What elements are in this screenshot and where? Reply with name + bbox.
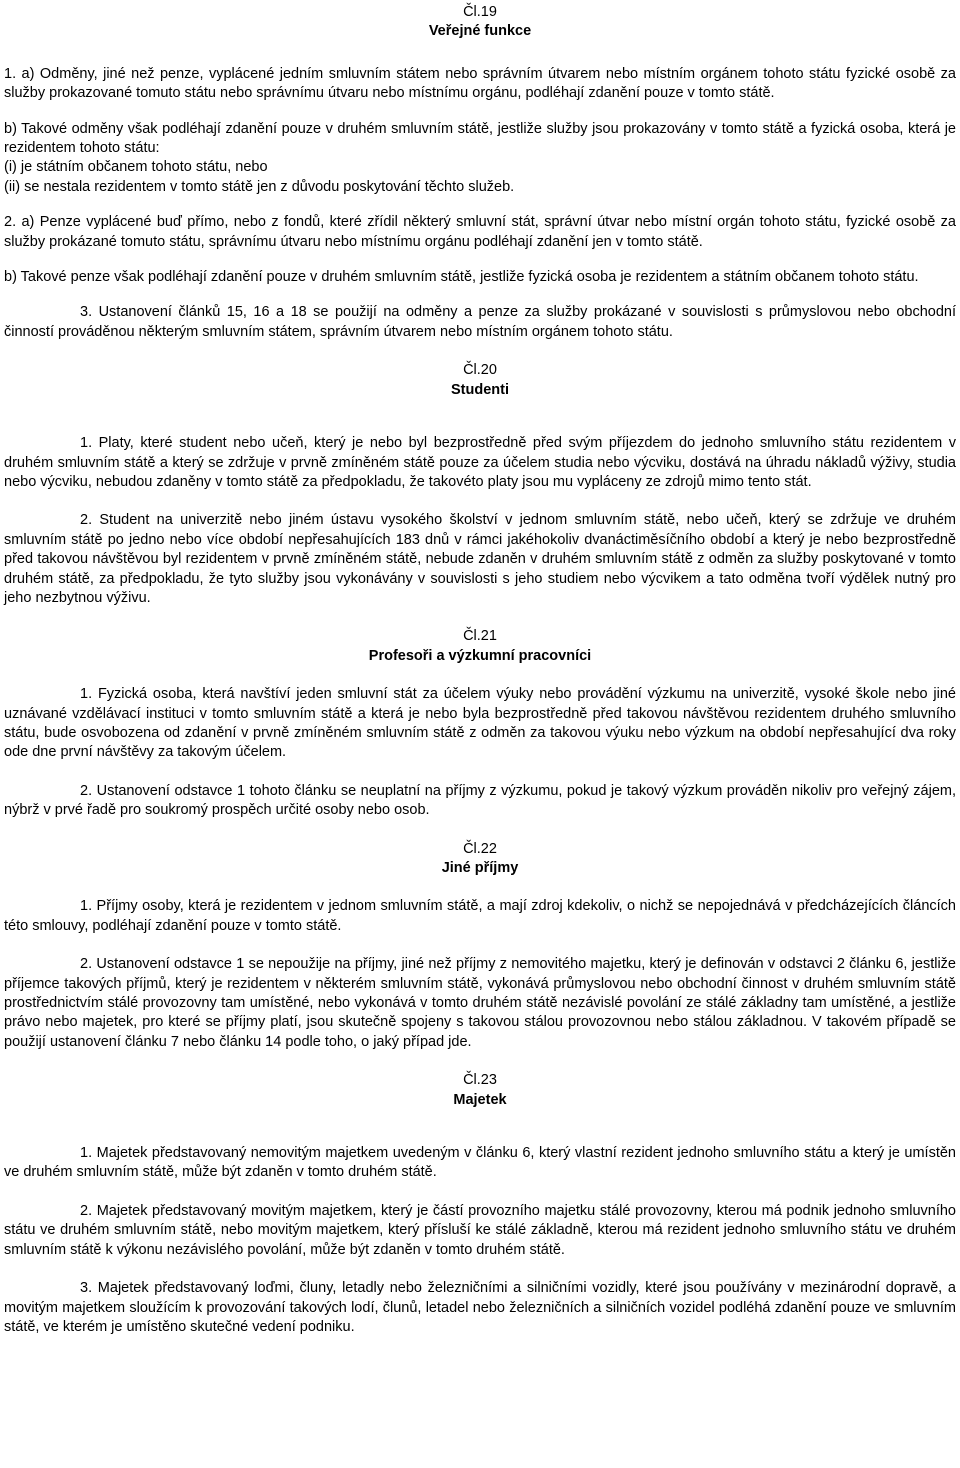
article-19-number: Čl.19 [463,4,497,20]
article-19-paragraph-1a: 1. a) Odměny, jiné než penze, vyplácené jedním smluvním státem nebo správním útvarem nebo místním orgánem tohoto státu fyzické osobě za služby prokazované tomuto státu nebo správnímu útvaru nebo místnímu orgánu, podléhají zdanění pouze v tomto státě. [4,65,956,102]
article-21-title: Profesoři a výzkumní pracovníci [368,647,592,664]
article-19-paragraph-2a: 2. a) Penze vyplácené buď přímo, nebo z fondů, které zřídil některý smluvní stát, správní útvar nebo místní orgán tohoto státu, fyzické osobě za služby prokázané tomuto státu, správnímu útvaru nebo místnímu orgánu podléhají zdanění jen v tomto státě. [4,214,956,250]
article-23-paragraph-2: 2. Majetek představovaný movitým majetkem, který je částí provozního majetku stálé provozovny, kterou má podnik jednoho smluvního státu ve druhém smluvním státě, nebo movitým majetkem, který přísluší ke stálé základně, kterou má rezident jednoho smluvního státu ve druhém smluvním státě k výkonu nezávislého povolání, může být zdaněn v tomto druhém státě. [4,1202,956,1258]
article-19-paragraph-2b: b) Takové penze však podléhají zdanění pouze v druhém smluvním státě, jestliže fyzická osoba je rezidentem a státním občanem tohoto státu. [4,269,919,286]
article-22-number: Čl.22 [463,840,497,857]
article-19-paragraph-3: 3. Ustanovení článků 15, 16 a 18 se použijí na odměny a penze za služby prokázané v souvislosti s průmyslovou nebo obchodní činností prováděnou některým smluvním státem, správním útvarem nebo místním orgánem tohoto státu. [4,304,956,340]
article-23-number: Čl.23 [463,1072,497,1089]
article-23-title: Majetek [453,1091,507,1108]
article-21-paragraph-1: 1. Fyzická osoba, která navštíví jeden smluvní stát za účelem výuky nebo provádění výzkumu na univerzitě, vysoké škole nebo jiné uznávané vzdělávací instituci v tomto smluvním státě a která je nebo byla bezprostředně před takovou návštěvou rezidentem druhého smluvního státu, bude osvobozena od zdanění v prvně zmíněném smluvním státě z odměn za takovou výuku nebo výzkum na období nepřesahující dva roky ode dne první návštěvy za takovým účelem. [4,686,956,761]
article-20-paragraph-2: 2. Student na univerzitě nebo jiném ústavu vysokého školství v jednom smluvním státě, nebo učeň, který se zdržuje ve druhém smluvním státě po jedno nebo více období nepřesahujících 183 dnů v rámci jakéhokoliv dvanáctiměsíčního období a který je nebo bezprostředně před takovou návštěvou byl rezidentem v prvně zmíněném státě, nebude zdaněn v druhém smluvním státě z odměn za služby poskytované v tomto druhém státě, za předpokladu, že tyto služby jsou vykonávány v souvislosti s jeho studiem nebo výcvikem a tato odměna tvoří výdělek nutný pro jeho nezbytnou výživu. [4,512,956,606]
article-23-paragraph-3: 3. Majetek představovaný loďmi, čluny, letadly nebo železničními a silničními vozidly, které jsou používány v mezinárodní dopravě, a movitým majetkem sloužícím k provozování takových lodí, člunů, letadel nebo železničních a silničních vozidel podléhá zdanění pouze ve smluvním státě, ve kterém je umístěno skutečné vedení podniku. [4,1280,956,1335]
article-21-paragraph-2: 2. Ustanovení odstavce 1 tohoto článku se neuplatní na příjmy z výzkumu, pokud je takový výzkum prováděn nikoliv pro veřejný zájem, nýbrž v prvé řadě pro soukromý prospěch určité osoby nebo osob. [4,782,956,819]
article-19-item-ii: (ii) se nestala rezidentem v tomto státě jen z důvodu poskytování těchto služeb. [4,178,515,195]
article-19-title: Veřejné funkce [428,23,532,40]
article-20-number: Čl.20 [463,362,497,379]
article-20-paragraph-1: 1. Platy, které student nebo učeň, který je nebo byl bezprostředně před svým příjezdem do jednoho smluvního státu rezidentem v druhém smluvním státě a který se zdržuje v prvně zmíněném státě pouze za účelem studia nebo výcviku, dostává na úhradu nákladů výživy, studia nebo výcviku, nebudou zdaněny v tomto státě za předpokladu, že takovéto platy jsou mu vypláceny ze zdrojů mimo tento stát. [4,435,956,490]
article-22-title: Jiné příjmy [441,860,519,876]
article-22-paragraph-2: 2. Ustanovení odstavce 1 se nepoužije na příjmy, jiné než příjmy z nemovitého majetku, který je definován v odstavci 2 článku 6, jestliže příjemce takových příjmů, který je rezidentem v některém smluvním státě, vykonává průmyslovou nebo obchodní činnost v druhém smluvním státě prostřednictvím stálé provozovny tam umístěné, nebo vykonává v tomto druhém státě nezávislé povolání ze stálé základny tam umístěné, a jestliže právo nebo majetek, pro které se příjmy platí, jsou skutečně spojeny s takovou stálou provozovnou nebo stálou základnou. V takovém případě se použijí ustanovení článku 7 nebo článku 14 podle toho, o jaký případ jde. [4,956,956,1050]
article-19-item-i: (i) je státním občanem tohoto státu, nebo [4,159,268,176]
article-23-paragraph-1: 1. Majetek představovaný nemovitým majetkem uvedeným v článku 6, který vlastní rezident jednoho smluvního státu a který je umístěn ve druhém smluvním státě, může být zdaněn v tomto druhém státě. [4,1145,956,1181]
article-21-number: Čl.21 [463,628,497,645]
article-22-paragraph-1: 1. Příjmy osoby, která je rezidentem v jednom smluvním státě, a mají zdroj kdekoliv, o nichž se nepojednává v předcházejících článcích této smlouvy, podléhají zdanění pouze v tomto státě. [4,898,956,934]
article-20-title: Studenti [451,381,509,398]
article-19-paragraph-1b: b) Takové odměny však podléhají zdanění pouze v druhém smluvním státě, jestliže služby jsou prokazovány v tomto státě a fyzická osoba, která je rezidentem tohoto státu: [4,120,956,157]
